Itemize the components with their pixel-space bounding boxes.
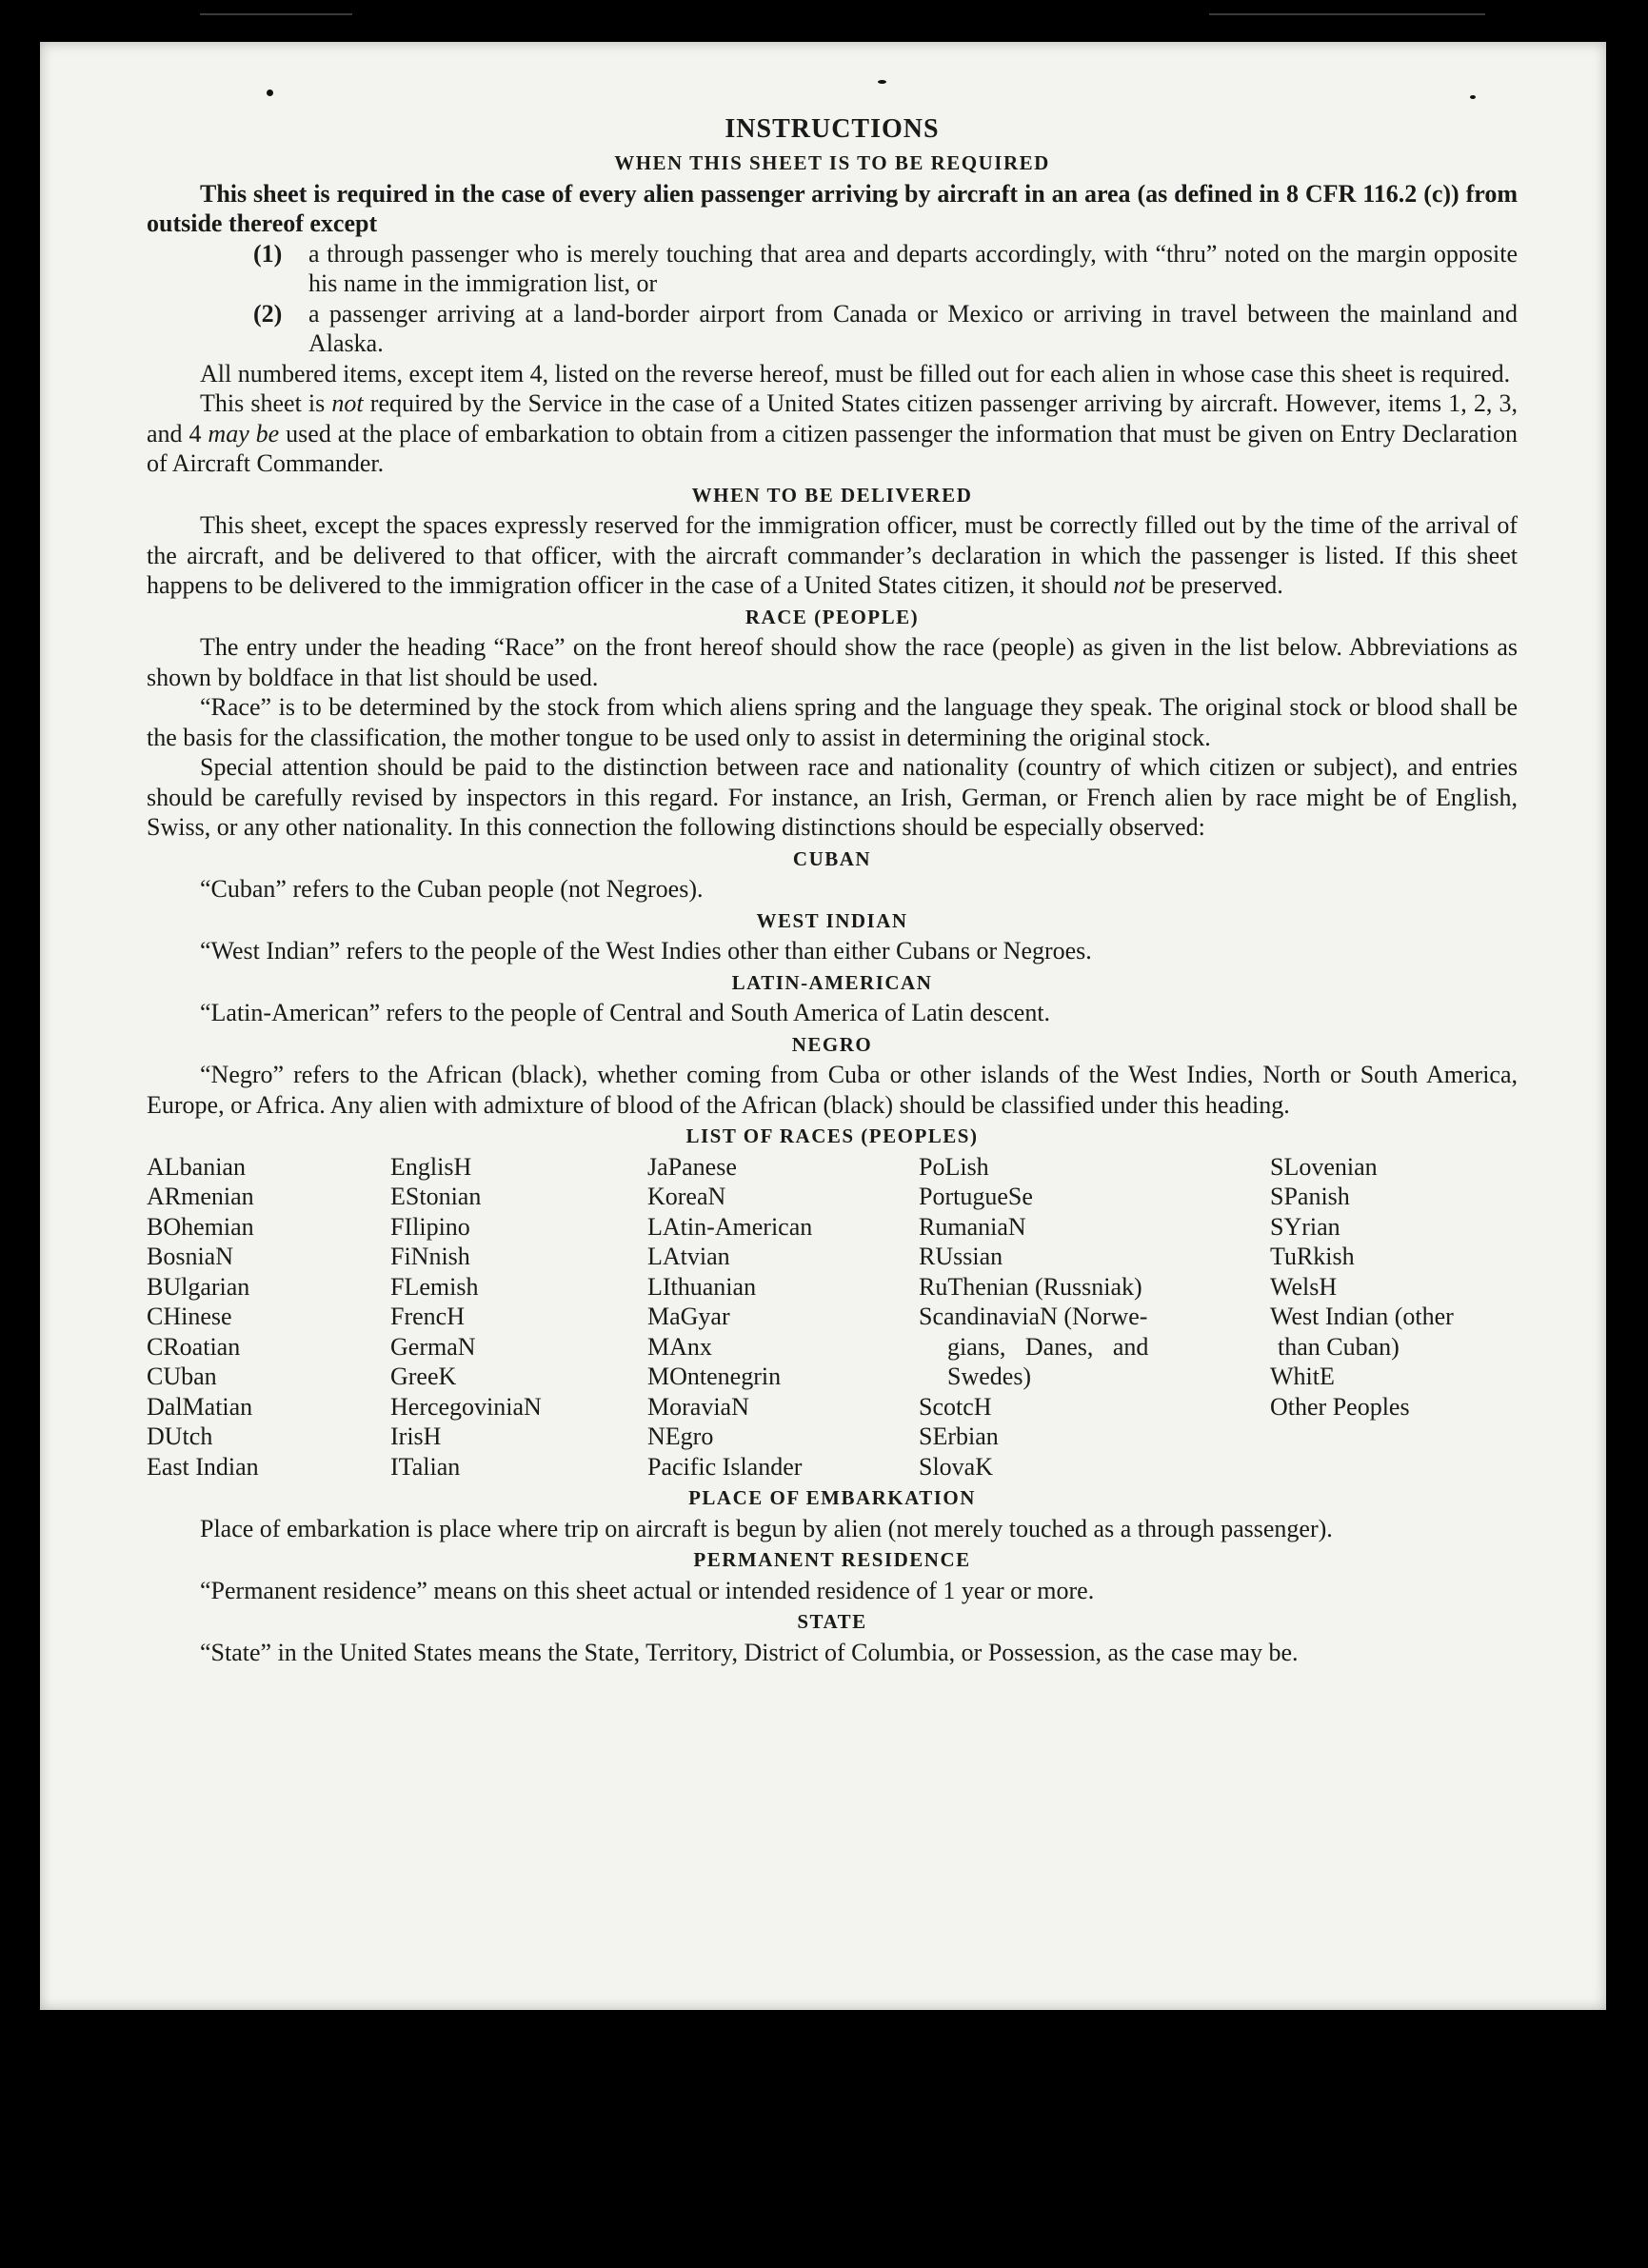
race-entry: TuRkish [1270,1243,1355,1270]
citizen-emphasis-not: not [331,389,364,417]
race-entry: ALbanian [147,1152,246,1181]
race-entry: GreeK [390,1363,457,1390]
delivery-text-a: This sheet, except the spaces expressly reserved for the immigration officer, must be correctly filled out by the time of the arrival of the aircraft, and be delivered to that officer, with the aircraft commander’s declaration in which the passenger is listed. If this sheet happens to be delivered to the immigration officer in the case of a United States citizen, it should [147,511,1518,599]
race-entry: SPanish [1270,1183,1350,1210]
race-entry: SLovenian [1270,1152,1378,1181]
section-heading-when-required: WHEN THIS SHEET IS TO BE REQUIRED [614,151,1050,174]
races-column-3 [647,1152,919,1482]
race-entry: PortugueSe [919,1183,1033,1210]
races-column-1 [147,1152,390,1482]
race-entry: MaGyar [647,1303,730,1330]
race-entry: BosniaN [147,1243,233,1270]
race-entry: MoraviaN [647,1392,749,1421]
race-entry: SErbian [919,1422,999,1450]
race-entry: Other Peoples [1270,1392,1410,1421]
race-entry: RumaniaN [919,1212,1026,1241]
section-heading-latin-american: LATIN-AMERICAN [731,970,933,994]
race-entry: IrisH [390,1422,442,1450]
delivery-text-b: be preserved. [1144,571,1283,599]
race-entry: Pacific Islander [647,1452,803,1481]
race-entry: FiNnish [390,1243,470,1270]
race-entry: SlovaK [919,1452,993,1481]
race-entry: LIthuanian [647,1272,757,1301]
delivery-paragraph [147,510,1518,601]
races-column-5 [1270,1152,1518,1482]
races-list [147,1152,1518,1482]
citizen-emphasis-may-be: may be [208,419,280,448]
race-entry: EStonian [390,1183,482,1210]
section-heading-place-of-embarkation: PLACE OF EMBARKATION [688,1486,976,1509]
race-entry: FLemish [390,1272,479,1301]
citizen-paragraph [147,388,1518,479]
section-heading-list-of-races: LIST OF RACES (PEOPLES) [685,1124,979,1147]
section-heading-race: RACE (PEOPLE) [745,605,920,628]
race-entry-continuation: gians, Danes, and [947,1332,1149,1361]
west-indian-definition: “West Indian” refers to the people of the West Indies other than either Cubans or Negroes. [200,937,1092,965]
negro-definition: “Negro” refers to the African (black), whether coming from Cuba or other islands of the West Indies, North or South America, Europe, or Africa. Any alien with admixture of blood of the African (black) should be classified under this heading. [147,1061,1518,1119]
section-heading-state: STATE [797,1610,867,1633]
speck [1470,95,1476,99]
race-entry: CHinese [147,1303,232,1330]
cuban-definition: “Cuban” refers to the Cuban people (not Negroes). [200,875,704,903]
section-heading-when-delivered: WHEN TO BE DELIVERED [691,483,973,507]
race-entry: LAtin-American [647,1212,813,1241]
race-entry: KoreaN [647,1183,726,1210]
race-entry: WhitE [1270,1363,1335,1390]
race-entry: ITalian [390,1452,461,1481]
race-entry: BOhemian [147,1212,254,1241]
race-paragraph-2: “Race” is to be determined by the stock from which aliens spring and the language they speak. The original stock or blood shall be the basis for the classification, the mother tongue to be used only to assist in determining the original stock. [147,693,1518,751]
race-entry: FIlipino [390,1212,470,1241]
race-entry: EnglisH [390,1152,472,1181]
exception-text: a through passenger who is merely touching that area and departs accordingly, with “thru” noted on the margin opposite his name in the immigration list, or [308,239,1518,297]
races-column-2 [390,1152,647,1482]
race-entry: HercegoviniaN [390,1392,542,1421]
races-column-4 [919,1152,1270,1482]
section-heading-permanent-residence: PERMANENT RESIDENCE [693,1548,971,1571]
race-entry: CRoatian [147,1332,241,1361]
race-entry: MOntenegrin [647,1363,782,1390]
race-entry: RUssian [919,1243,1003,1270]
race-entry: ScotcH [919,1392,992,1421]
speck [878,80,886,84]
instructions-content [147,112,1518,1667]
embarkation-definition: Place of embarkation is place where trip on aircraft is begun by alien (not merely touched as a through passenger). [200,1514,1333,1542]
exception-number: (2) [253,299,283,328]
exception-item [253,239,1518,299]
latin-american-definition: “Latin-American” refers to the people of Central and South America of Latin descent. [200,999,1051,1026]
exception-number: (1) [253,239,283,268]
race-entry: CUban [147,1363,217,1390]
exception-item [253,299,1518,359]
race-entry-continuation: than Cuban) [1278,1332,1400,1361]
race-entry: WelsH [1270,1272,1338,1301]
race-entry: GermaN [390,1332,476,1361]
when-required-intro: This sheet is required in the case of every alien passenger arriving by aircraft in an area (as defined in 8 CFR 116.2 (c)) from outside thereof except [147,179,1518,237]
exception-text: a passenger arriving at a land-border airport from Canada or Mexico or arriving in travel between the mainland and Alaska. [308,299,1518,357]
race-entry: LAtvian [647,1243,730,1270]
scan-artifact-line [200,13,352,15]
race-entry: SYrian [1270,1212,1340,1241]
race-paragraph-3: Special attention should be paid to the distinction between race and nationality (country of which citizen or subject), and entries should be carefully revised by inspectors in this regard. For instance, an Irish, German, or French alien by race might be of English, Swiss, or any other nationality. In this connection the following distinctions should be especially observed: [147,753,1518,841]
race-entry-continuation: Swedes) [947,1363,1032,1390]
race-paragraph-1: The entry under the heading “Race” on the front hereof should show the race (people) as given in the list below. Abbreviations as shown by boldface in that list should be used. [147,633,1518,691]
residence-definition: “Permanent residence” means on this sheet actual or intended residence of 1 year or more. [200,1576,1095,1604]
citizen-text-b: required by the Service in the case of a United States citizen passenger arriving by aircraft. However, items 1, 2, 3, and 4 [147,389,1518,448]
section-heading-cuban: CUBAN [792,846,872,870]
citizen-text-c: used at the place of embarkation to obtain from a citizen passenger the information that must be given on Entry Declaration of Aircraft Commander. [147,419,1518,477]
race-entry: DUtch [147,1422,213,1450]
race-entry: MAnx [647,1332,712,1361]
race-entry: RuThenian (Russniak) [919,1272,1142,1301]
state-definition: “State” in the United States means the State, Territory, District of Columbia, or Possession, as the case may be. [200,1638,1299,1666]
race-entry: BUlgarian [147,1272,250,1301]
scan-artifact-line [1209,13,1485,15]
page-title: INSTRUCTIONS [725,114,940,144]
race-entry: JaPanese [647,1152,737,1181]
race-entry: East Indian [147,1452,259,1481]
race-entry: DalMatian [147,1392,253,1421]
race-entry: ARmenian [147,1183,254,1210]
race-entry: West Indian (other [1270,1303,1454,1330]
delivery-emphasis-not: not [1113,571,1145,599]
numbered-items-paragraph: All numbered items, except item 4, listed on the reverse hereof, must be filled out for each alien in whose case this sheet is required. [200,359,1511,388]
section-heading-negro: NEGRO [791,1032,873,1056]
document-sheet [40,42,1606,2010]
race-entry: PoLish [919,1152,989,1181]
citizen-text-a: This sheet is [200,389,332,417]
race-entry: FrencH [390,1303,465,1330]
speck [267,90,273,96]
race-entry: ScandinaviaN (Norwe- [919,1303,1148,1330]
section-heading-west-indian: WEST INDIAN [756,908,908,932]
race-entry: NEgro [647,1422,714,1450]
